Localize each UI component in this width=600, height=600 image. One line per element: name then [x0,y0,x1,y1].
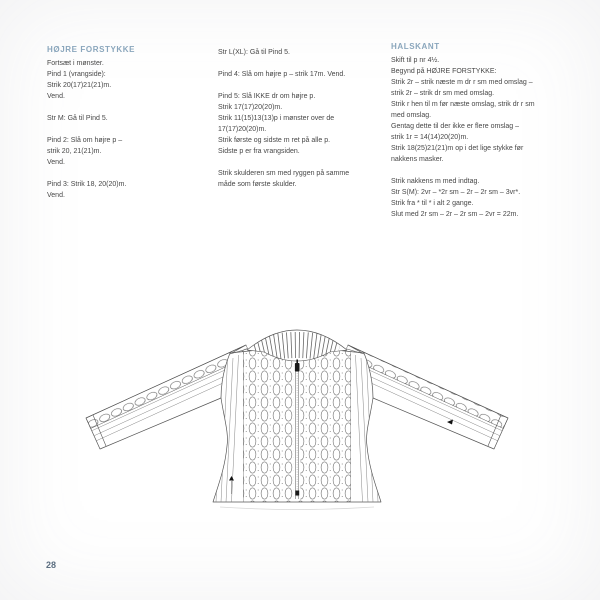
text-line: Pind 1 (vrangside): [47,71,106,78]
zipper-pull-tab [296,360,298,364]
text-line: nakkens masker. [391,156,444,163]
page-number: 28 [46,560,57,570]
text-line: 17(17)20(20)m. [218,126,267,133]
section-heading: HØJRE FORSTYKKE [47,45,136,54]
text-line: Str L(XL): Gå til Pind 5. [218,49,290,56]
paragraph [391,176,569,220]
paragraph [47,179,212,201]
text-line: strik 2r – strik dr sm med omslag. [391,90,495,97]
text-line: måde som første skulder. [218,181,297,188]
text-line: Str S(M): 2vr – *2r sm – 2r – 2r sm – 3vr*. [391,189,521,196]
text-line: Strik 18(25)21(21)m op i det lige stykke før [391,145,524,152]
paragraph [47,113,212,124]
text-line: Slut med 2r sm – 2r – 2r sm – 2vr = 22m. [391,211,519,218]
text-line: Strik første og sidste m ret på alle p. [218,137,331,144]
column-middle [218,47,386,201]
paragraph [391,55,569,165]
text-line: Gentag dette til der ikke er flere omslag – [391,123,520,130]
text-line: Vend. [47,159,65,166]
text-line: Strik 20(17)21(21)m. [47,82,112,89]
zipper-pull [295,363,300,372]
text-line: Strik fra * til * i alt 2 gange. [391,200,474,207]
text-line: Str M: Gå til Pind 5. [47,115,108,122]
text-line: strik 20, 21(21)m. [47,148,102,155]
text-line: med omslag. [391,112,432,119]
text-line: Sidste p er fra vrangsiden. [218,148,300,155]
text-line: Strik 2r – strik næste m dr r sm med omslag – [391,79,533,86]
text-line: Vend. [47,93,65,100]
paragraph [218,69,386,80]
text-line: Pind 4: Slå om højre p – strik 17m. Vend. [218,71,346,78]
text-line: Vend. [47,192,65,199]
text-line: Pind 2: Slå om højre p – [47,137,123,144]
column-hojre-forstykke [47,44,212,212]
text-line: Pind 3: Strik 18, 20(20)m. [47,181,127,188]
paragraph [47,135,212,168]
section-heading: HALSKANT [391,42,440,51]
text-line: Strik 17(17)20(20)m. [218,104,283,111]
column-halskant [391,41,569,231]
paragraph [47,58,212,102]
text-line: Begynd på HØJRE FORSTYKKE: [391,68,497,75]
hem-shadow [220,507,374,510]
text-line: Fortsæt i mønster. [47,60,104,67]
text-line: Strik skulderen sm med ryggen på samme [218,170,350,177]
text-line: strik 1r = 14(14)20(20)m. [391,134,469,141]
zipper [294,360,300,501]
paragraph [218,91,386,157]
cardigan-illustration [80,318,520,518]
text-line: Strik r hen til m før næste omslag, strik dr r sm [391,101,535,108]
paragraph [218,47,386,58]
text-line: Strik nakkens m med indtag. [391,178,480,185]
text-line: Strik 11(15)13(13)p i mønster over de [218,115,335,122]
zipper-stop [295,491,299,496]
text-line: Pind 5: Slå IKKE dr om højre p. [218,93,316,100]
text-line: Skift til p nr 4½. [391,57,440,64]
paragraph [218,168,386,190]
